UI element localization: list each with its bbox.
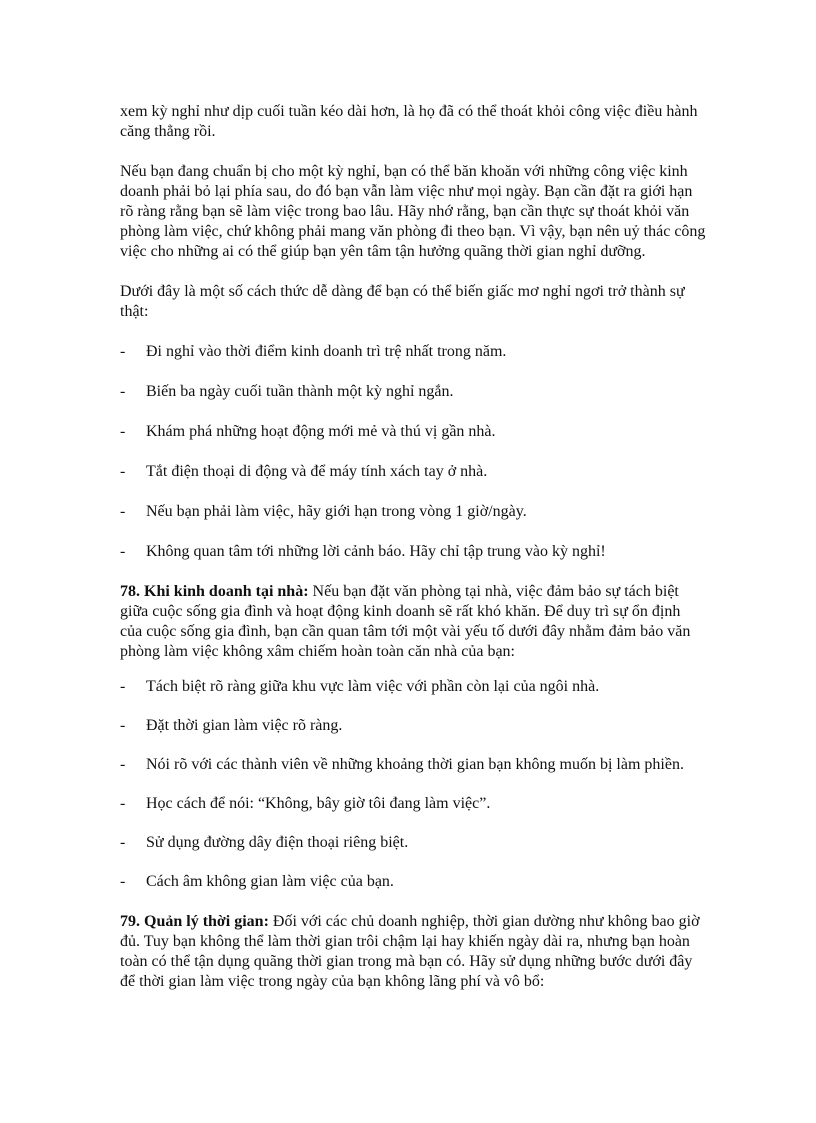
vacation-paragraph: Nếu bạn đang chuẩn bị cho một kỳ nghỉ, bạn có thể băn khoăn với những công việc kinh doanh phải bỏ lại phía sau, do đó bạn vẫn làm việc như mọi ngày. Bạn cần đặt ra giới hạn rõ ràng rằng bạn sẽ làm việc trong bao lâu. Hãy nhớ rằng, bạn cần thực sự thoát khỏi văn phòng làm việc, chứ không phải mang văn phòng đi theo bạn. Vì vậy, bạn nên uỷ thác công việc cho những ai có thể giúp bạn yên tâm tận hưởng quãng thời gian nghỉ dưỡng.: [120, 163, 706, 260]
bullet-dash: -: [120, 873, 126, 890]
home-office-tip-5: Sử dụng đường dây điện thoại riêng biệt.: [146, 834, 409, 851]
home-office-tip-3: Nói rõ với các thành viên về những khoảng thời gian bạn không muốn bị làm phiền.: [146, 756, 684, 773]
bullet-dash: -: [120, 543, 126, 560]
list-item: [120, 755, 720, 775]
vacation-tip-2: Biến ba ngày cuối tuần thành một kỳ nghỉ ngắn.: [146, 383, 454, 400]
bullet-dash: -: [120, 717, 126, 734]
list-item: [120, 833, 720, 853]
bullet-dash: -: [120, 834, 126, 851]
vacation-tip-4: Tắt điện thoại di động và để máy tính xách tay ở nhà.: [146, 463, 488, 480]
home-office-tip-1: Tách biệt rõ ràng giữa khu vực làm việc với phần còn lại của ngôi nhà.: [146, 678, 600, 695]
bullet-dash: -: [120, 343, 126, 360]
list-item: [120, 462, 720, 482]
list-item: [120, 542, 720, 562]
vacation-tip-6: Không quan tâm tới những lời cảnh báo. Hãy chỉ tập trung vào kỳ nghỉ!: [146, 543, 606, 560]
section-79-heading: 79. Quản lý thời gian:: [120, 913, 269, 930]
section-78-paragraph: [120, 582, 706, 662]
home-office-tip-4: Học cách để nói: “Không, bây giờ tôi đang làm việc”.: [146, 795, 491, 812]
bullet-dash: -: [120, 503, 126, 520]
ways-paragraph: Dưới đây là một số cách thức dễ dàng để bạn có thể biến giấc mơ nghỉ ngơi trở thành sự thật:: [120, 283, 685, 320]
list-item: [120, 794, 720, 814]
section-78-body: Nếu bạn đặt văn phòng tại nhà, việc đảm bảo sự tách biệt giữa cuộc sống gia đình và hoạt động kinh doanh sẽ rất khó khăn. Để duy trì sự ổn định của cuộc sống gia đình, bạn cần quan tâm tới một vài yếu tố dưới đây nhằm đảm bảo văn phòng làm việc không xâm chiếm hoàn toàn căn nhà của bạn:: [120, 583, 691, 660]
bullet-dash: -: [120, 423, 126, 440]
list-item: [120, 677, 720, 697]
list-item: [120, 422, 720, 442]
home-office-tip-6: Cách âm không gian làm việc của bạn.: [146, 873, 394, 890]
intro-paragraph: xem kỳ nghỉ như dịp cuối tuần kéo dài hơn, là họ đã có thể thoát khỏi công việc điều hành căng thẳng rồi.: [120, 103, 698, 140]
list-item: [120, 342, 720, 362]
list-item: [120, 382, 720, 402]
vacation-tip-3: Khám phá những hoạt động mới mẻ và thú vị gần nhà.: [146, 423, 496, 440]
list-item: [120, 872, 720, 892]
bullet-dash: -: [120, 383, 126, 400]
bullet-dash: -: [120, 756, 126, 773]
section-78-heading: 78. Khi kinh doanh tại nhà:: [120, 583, 309, 600]
home-office-tip-2: Đặt thời gian làm việc rõ ràng.: [146, 717, 343, 734]
section-79-body: Đối với các chủ doanh nghiệp, thời gian dường như không bao giờ đủ. Tuy bạn không thể làm thời gian trôi chậm lại hay khiến ngày dài ra, nhưng bạn hoàn toàn có thể tận dụng quãng thời gian trong mà bạn có. Hãy sử dụng những bước dưới đây để thời gian làm việc trong ngày của bạn không lãng phí và vô bổ:: [120, 913, 700, 990]
list-item: [120, 716, 720, 736]
vacation-tip-5: Nếu bạn phải làm việc, hãy giới hạn trong vòng 1 giờ/ngày.: [146, 503, 527, 520]
vacation-tip-1: Đi nghỉ vào thời điểm kinh doanh trì trệ nhất trong năm.: [146, 343, 507, 360]
bullet-dash: -: [120, 463, 126, 480]
list-item: [120, 502, 720, 522]
bullet-dash: -: [120, 795, 126, 812]
bullet-dash: -: [120, 678, 126, 695]
section-79-paragraph: [120, 912, 706, 992]
